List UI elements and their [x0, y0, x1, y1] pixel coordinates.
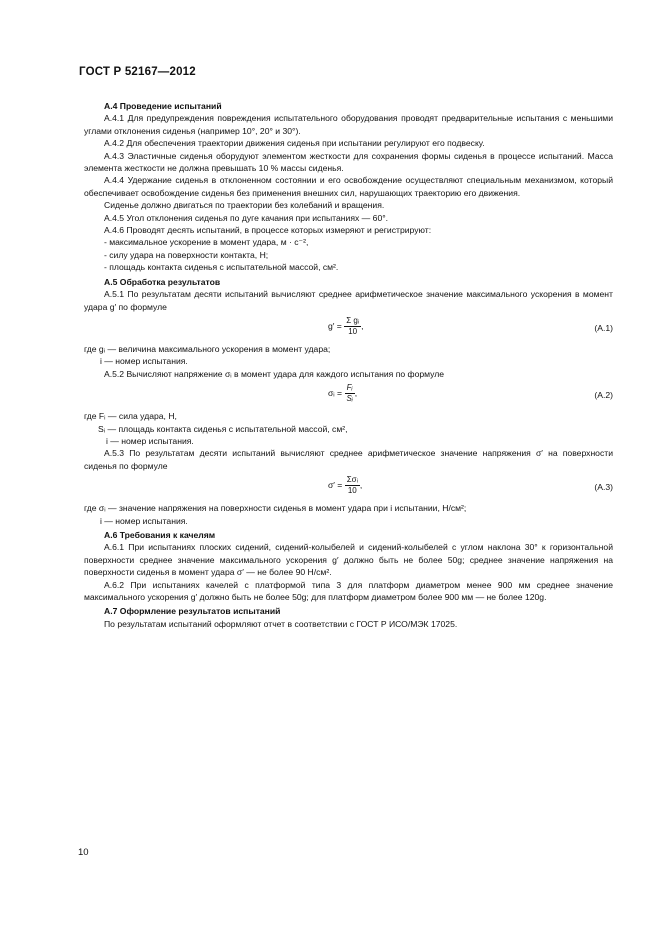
- heading-a4: А.4 Проведение испытаний: [104, 101, 222, 111]
- heading-a6: А.6 Требования к качелям: [104, 529, 216, 540]
- formula-denominator: Sᵢ: [346, 394, 353, 404]
- formula-label: (А.3): [594, 482, 613, 493]
- where-line: Sᵢ — площадь контакта сиденья с испытательной массой, см²,: [98, 423, 348, 434]
- where-line: где σᵢ — значение напряжения на поверхности сиденья в момент удара при i испытании, Н/см²;: [84, 503, 467, 514]
- para-a4-3: А.4.3 Эластичные сиденья оборудуют элементом жесткости для сохранения формы сиденья в процессе испытаний. Масса элемента жесткости не должна превышать 10 % массы сиденья.: [84, 150, 613, 174]
- where-line: i — номер испытания.: [100, 356, 188, 367]
- formula-numerator: Σσᵢ: [346, 475, 358, 485]
- formula-denominator: 10: [348, 326, 358, 336]
- formula-label: (А.2): [594, 390, 613, 401]
- para-a7-1: По результатам испытаний оформляют отчет в соответствии с ГОСТ Р ИСО/МЭК 17025.: [104, 618, 458, 629]
- where-line: где Fᵢ — сила удара, Н,: [84, 411, 177, 422]
- para-a6-2: А.6.2 При испытаниях качелей с платформой типа 3 для платформ диаметром менее 900 мм среднее значение максимального ускорения g′ должно быть не более 50g; для платформ диаметром более 900 мм — не более 120g.: [84, 579, 613, 602]
- formula-denominator: 10: [347, 486, 357, 496]
- heading-a7: А.7 Оформление результатов испытаний: [104, 606, 281, 617]
- para-a4-4b: Сиденье должно двигаться по траектории без колебаний и вращения.: [104, 200, 385, 211]
- para-a5-3: А.5.3 По результатам десяти испытаний вычисляют среднее арифметическое значение напряжения σ′ на поверхности сиденья по формуле: [84, 448, 613, 471]
- formula-a1: [84, 316, 613, 340]
- para-a4-2: А.4.2 Для обеспечения траектории движения сиденья при испытании регулируют его подвеску.: [104, 138, 485, 149]
- formula-numerator: Fᵢ: [346, 383, 353, 393]
- formula-a2: [84, 383, 613, 407]
- para-a4-4: А.4.4 Удержание сиденья в отклоненном состоянии и его освобождение осуществляют специальным механизмом, который обеспечивает освобождение сиденья без применения внешних сил, нарушающих траекторию его движения.: [84, 175, 613, 198]
- heading-a5: А.5 Обработка результатов: [104, 276, 221, 287]
- formula-fraction: [344, 383, 354, 404]
- formula-fraction: [344, 315, 364, 337]
- formula-lhs: g′ =: [328, 321, 342, 332]
- para-a5-2: А.5.2 Вычисляют напряжение σᵢ в момент удара для каждого испытания по формуле: [104, 368, 445, 379]
- formula-lhs: σᵢ =: [328, 388, 343, 399]
- formula-fraction: [345, 475, 363, 496]
- list-item: - максимальное ускорение в момент удара, м · с⁻²,: [104, 237, 309, 248]
- para-a5-1: А.5.1 По результатам десяти испытаний вычисляют среднее арифметическое значение максимального ускорения в момент удара g′ по формуле: [84, 289, 613, 312]
- para-a4-5: А.4.5 Угол отклонения сиденья по дуге качания при испытаниях — 60°.: [104, 212, 389, 223]
- page-number: 10: [78, 847, 89, 858]
- formula-numerator: Σ gᵢ: [346, 315, 360, 325]
- standard-number: ГОСТ Р 52167—2012: [79, 66, 196, 78]
- where-line: i — номер испытания.: [100, 515, 188, 526]
- para-a6-1: А.6.1 При испытаниях плоских сидений, сидений-колыбелей и сидений-колыбелей с углом наклона 30° к горизонтальной поверхности среднее значение максимального ускорения g′ должно быть не более 50g; среднее значение напряжения на поверхности сиденья в момент удара σ′ — не более 90 Н/см².: [84, 542, 613, 578]
- where-line: i — номер испытания.: [106, 435, 194, 446]
- formula-tail: ,: [361, 321, 364, 332]
- formula-label: (А.1): [594, 322, 613, 333]
- para-a4-6: А.4.6 Проводят десять испытаний, в процессе которых измеряют и регистрируют:: [104, 225, 432, 236]
- list-item: - силу удара на поверхности контакта, Н;: [104, 249, 269, 260]
- formula-tail: ,: [359, 480, 363, 491]
- document-body: [84, 98, 613, 630]
- list-item: - площадь контакта сиденья с испытательной массой, см².: [104, 262, 339, 273]
- where-line: где gᵢ — величина максимального ускорения в момент удара;: [84, 343, 331, 354]
- formula-lhs: σ′ =: [328, 480, 343, 491]
- formula-a3: [84, 475, 613, 499]
- para-a4-1: А.4.1 Для предупреждения повреждения испытательного оборудования проводят предварительные испытания с меньшими углами отклонения сиденья (например 10°, 20° и 30°).: [84, 113, 613, 136]
- formula-tail: ,: [354, 388, 358, 399]
